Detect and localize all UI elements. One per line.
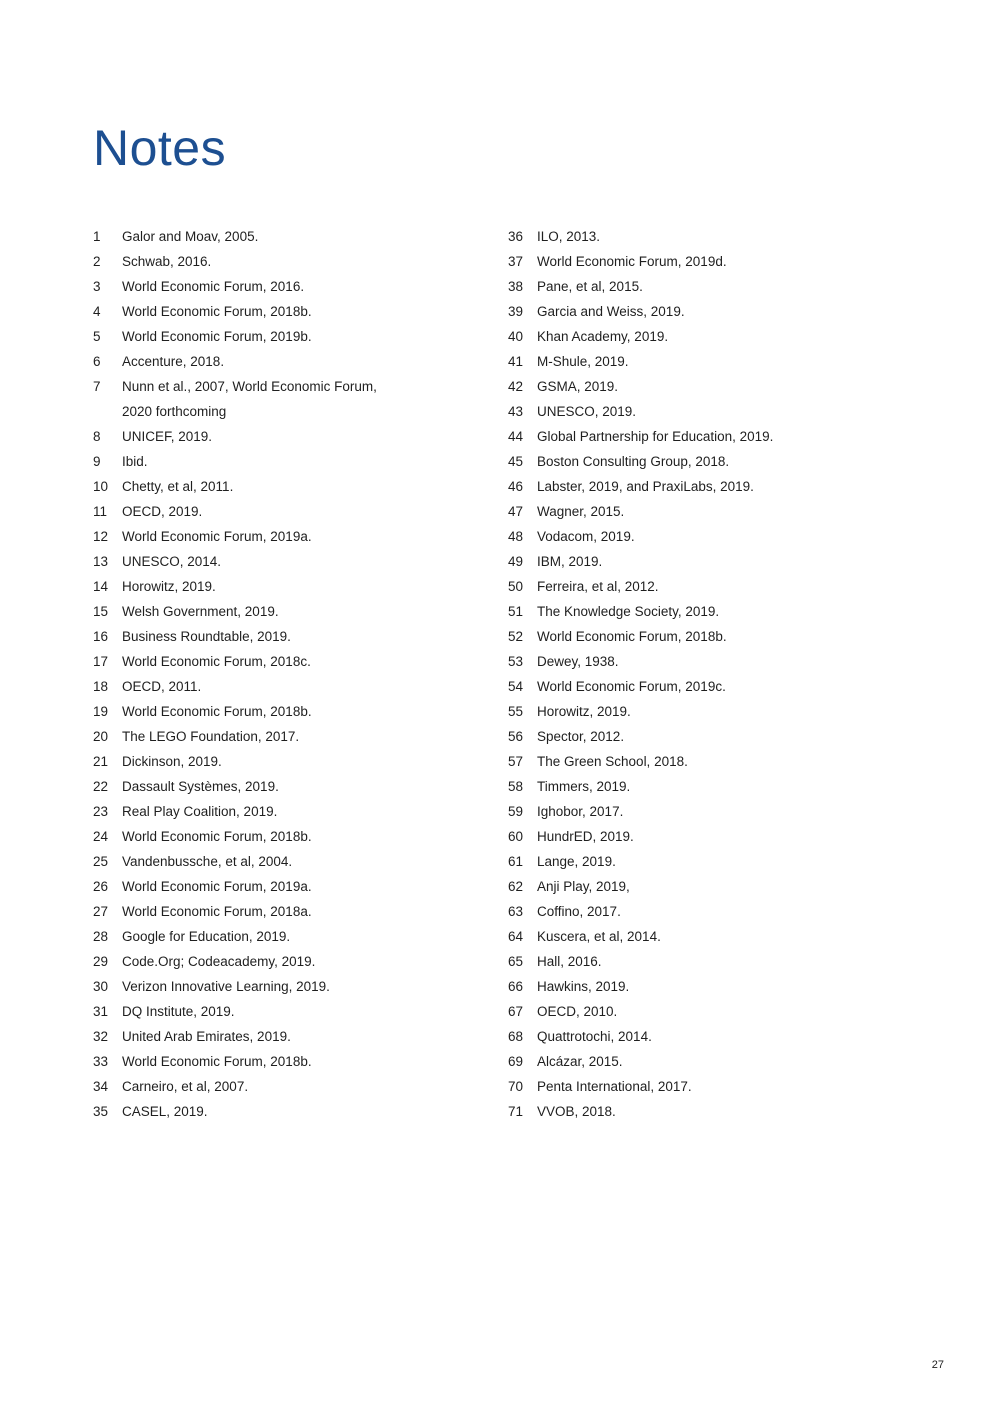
note-item — [93, 899, 493, 924]
note-number: 11 — [93, 504, 108, 519]
note-text-line: Labster, 2019, and PraxiLabs, 2019. — [537, 479, 754, 494]
note-number: 69 — [508, 1054, 524, 1069]
note-text — [537, 674, 948, 699]
note-item — [508, 1049, 948, 1074]
note-text-line: World Economic Forum, 2018a. — [122, 904, 312, 919]
note-item — [93, 374, 493, 424]
note-text — [537, 349, 948, 374]
note-text — [122, 474, 493, 499]
note-text-line: Carneiro, et al, 2007. — [122, 1079, 249, 1094]
note-text-line: Vodacom, 2019. — [537, 529, 635, 544]
note-item — [93, 249, 493, 274]
note-text — [537, 724, 948, 749]
note-number: 4 — [93, 304, 101, 319]
note-item — [508, 874, 948, 899]
note-item — [508, 1074, 948, 1099]
note-text — [122, 624, 493, 649]
note-item — [508, 324, 948, 349]
note-number: 50 — [508, 579, 524, 594]
note-text-line: Hawkins, 2019. — [537, 979, 630, 994]
note-text — [537, 574, 948, 599]
note-text-line: The Green School, 2018. — [537, 754, 688, 769]
note-text — [122, 224, 493, 249]
note-item — [93, 349, 493, 374]
note-text-line: Garcia and Weiss, 2019. — [537, 304, 685, 319]
note-text — [537, 449, 948, 474]
note-text — [537, 399, 948, 424]
note-text-line: Boston Consulting Group, 2018. — [537, 454, 730, 469]
note-text — [122, 874, 493, 899]
note-text — [122, 424, 493, 449]
note-item — [93, 599, 493, 624]
note-text-line: IBM, 2019. — [537, 554, 603, 569]
note-text — [122, 849, 493, 874]
note-text-line: World Economic Forum, 2019d. — [537, 254, 727, 269]
note-number: 7 — [93, 379, 101, 394]
note-text-line: Ighobor, 2017. — [537, 804, 624, 819]
note-number: 57 — [508, 754, 524, 769]
note-text-line: Global Partnership for Education, 2019. — [537, 429, 774, 444]
note-text — [537, 924, 948, 949]
note-number: 27 — [93, 904, 109, 919]
note-item — [93, 799, 493, 824]
note-text — [122, 249, 493, 274]
note-text-line: World Economic Forum, 2018b. — [537, 629, 727, 644]
note-text-line: DQ Institute, 2019. — [122, 1004, 235, 1019]
note-item — [508, 849, 948, 874]
note-text — [537, 699, 948, 724]
note-number: 37 — [508, 254, 524, 269]
note-text-line: Quattrotochi, 2014. — [537, 1029, 652, 1044]
note-item — [93, 424, 493, 449]
note-text-line: Kuscera, et al, 2014. — [537, 929, 661, 944]
note-number: 24 — [93, 829, 109, 844]
note-item — [508, 399, 948, 424]
note-number: 25 — [93, 854, 109, 869]
note-text-line: Vandenbussche, et al, 2004. — [122, 854, 293, 869]
note-text-line: Accenture, 2018. — [122, 354, 225, 369]
note-item — [93, 924, 493, 949]
note-text-line: CASEL, 2019. — [122, 1104, 208, 1119]
note-item — [93, 724, 493, 749]
note-text — [537, 549, 948, 574]
note-text-line: World Economic Forum, 2016. — [122, 279, 305, 294]
note-text — [122, 449, 493, 474]
note-text-line: Nunn et al., 2007, World Economic Forum, — [122, 379, 377, 394]
note-item — [508, 1099, 948, 1124]
note-item — [508, 524, 948, 549]
note-text-line: UNICEF, 2019. — [122, 429, 213, 444]
note-text — [537, 1049, 948, 1074]
note-number: 45 — [508, 454, 524, 469]
note-number: 10 — [93, 479, 109, 494]
note-number: 47 — [508, 504, 524, 519]
note-item — [508, 274, 948, 299]
note-text-line: Alcázar, 2015. — [537, 1054, 623, 1069]
note-item — [93, 1099, 493, 1124]
note-text — [122, 924, 493, 949]
note-item — [93, 649, 493, 674]
note-number: 39 — [508, 304, 524, 319]
note-text — [537, 274, 948, 299]
note-number: 65 — [508, 954, 524, 969]
note-item — [93, 874, 493, 899]
note-text-line: M-Shule, 2019. — [537, 354, 629, 369]
notes-list-left — [93, 224, 493, 1124]
note-text — [122, 724, 493, 749]
note-number: 62 — [508, 879, 524, 894]
note-number: 61 — [508, 854, 524, 869]
note-item — [508, 724, 948, 749]
note-text-line: Chetty, et al, 2011. — [122, 479, 234, 494]
note-number: 63 — [508, 904, 524, 919]
note-item — [508, 949, 948, 974]
note-text-line: World Economic Forum, 2018b. — [122, 829, 312, 844]
note-text — [537, 599, 948, 624]
note-text — [537, 624, 948, 649]
note-item — [93, 474, 493, 499]
note-number: 14 — [93, 579, 109, 594]
note-item — [508, 449, 948, 474]
note-text — [537, 949, 948, 974]
note-number: 41 — [508, 354, 524, 369]
note-number: 71 — [508, 1104, 524, 1119]
note-text — [122, 574, 493, 599]
note-text-line: United Arab Emirates, 2019. — [122, 1029, 291, 1044]
note-number: 32 — [93, 1029, 109, 1044]
note-text-line: HundrED, 2019. — [537, 829, 634, 844]
note-text — [122, 374, 493, 424]
note-number: 59 — [508, 804, 524, 819]
note-text-line: Dewey, 1938. — [537, 654, 619, 669]
note-number: 31 — [93, 1004, 109, 1019]
note-item — [93, 674, 493, 699]
note-text — [122, 299, 493, 324]
note-number: 2 — [93, 254, 101, 269]
note-text-line: The Knowledge Society, 2019. — [537, 604, 720, 619]
note-text — [122, 1099, 493, 1124]
note-number: 26 — [93, 879, 109, 894]
note-number: 18 — [93, 679, 109, 694]
note-text — [122, 649, 493, 674]
note-item — [508, 774, 948, 799]
note-number: 20 — [93, 729, 109, 744]
note-text — [122, 949, 493, 974]
note-number: 56 — [508, 729, 524, 744]
note-text — [537, 474, 948, 499]
note-number: 8 — [93, 429, 101, 444]
note-item — [508, 999, 948, 1024]
note-item — [508, 824, 948, 849]
note-text-line: Dassault Systèmes, 2019. — [122, 779, 279, 794]
note-item — [93, 824, 493, 849]
note-text-line: Horowitz, 2019. — [122, 579, 216, 594]
note-text — [122, 699, 493, 724]
page-title: Notes — [93, 120, 227, 176]
note-item — [508, 624, 948, 649]
notes-list-right — [508, 224, 948, 1124]
note-item — [93, 1024, 493, 1049]
note-number: 60 — [508, 829, 524, 844]
note-item — [93, 449, 493, 474]
page-number: 27 — [931, 1359, 944, 1371]
note-item — [508, 899, 948, 924]
note-number: 3 — [93, 279, 101, 294]
note-text-line: World Economic Forum, 2019a. — [122, 529, 312, 544]
note-text — [537, 824, 948, 849]
note-item — [93, 574, 493, 599]
note-text-line: World Economic Forum, 2018b. — [122, 704, 312, 719]
note-number: 51 — [508, 604, 524, 619]
note-text-line: World Economic Forum, 2018c. — [122, 654, 311, 669]
note-item — [508, 299, 948, 324]
note-number: 36 — [508, 229, 524, 244]
note-text-line: Penta International, 2017. — [537, 1079, 692, 1094]
note-item — [93, 549, 493, 574]
note-text-line: Real Play Coalition, 2019. — [122, 804, 278, 819]
note-number: 67 — [508, 1004, 524, 1019]
note-text-line: World Economic Forum, 2019b. — [122, 329, 312, 344]
note-text-line: World Economic Forum, 2019c. — [537, 679, 726, 694]
note-text-line: Horowitz, 2019. — [537, 704, 631, 719]
note-text — [537, 999, 948, 1024]
note-item — [93, 699, 493, 724]
note-number: 35 — [93, 1104, 109, 1119]
note-text-line: OECD, 2011. — [122, 679, 202, 694]
note-item — [508, 974, 948, 999]
note-text-line: OECD, 2010. — [537, 1004, 618, 1019]
note-text — [122, 749, 493, 774]
note-text-line: VVOB, 2018. — [537, 1104, 616, 1119]
note-text — [122, 324, 493, 349]
note-text-line: World Economic Forum, 2019a. — [122, 879, 312, 894]
note-item — [508, 424, 948, 449]
note-text-line: Hall, 2016. — [537, 954, 602, 969]
note-item — [93, 849, 493, 874]
note-text — [537, 424, 948, 449]
note-item — [508, 224, 948, 249]
note-text — [122, 599, 493, 624]
note-item — [93, 1049, 493, 1074]
note-item — [508, 699, 948, 724]
note-item — [93, 499, 493, 524]
note-item — [508, 674, 948, 699]
note-text — [537, 249, 948, 274]
note-text — [122, 974, 493, 999]
note-text-line: Spector, 2012. — [537, 729, 625, 744]
note-number: 9 — [93, 454, 101, 469]
note-item — [508, 649, 948, 674]
note-item — [508, 374, 948, 399]
note-item — [508, 749, 948, 774]
note-text-line: Code.Org; Codeacademy, 2019. — [122, 954, 316, 969]
note-text — [537, 1099, 948, 1124]
note-number: 23 — [93, 804, 109, 819]
note-text-line: Schwab, 2016. — [122, 254, 212, 269]
note-text — [537, 374, 948, 399]
note-text — [537, 299, 948, 324]
note-item — [93, 774, 493, 799]
note-text — [122, 499, 493, 524]
note-item — [508, 249, 948, 274]
note-item — [508, 574, 948, 599]
note-text — [537, 899, 948, 924]
note-text-line: World Economic Forum, 2018b. — [122, 1054, 312, 1069]
note-number: 58 — [508, 779, 524, 794]
note-number: 38 — [508, 279, 524, 294]
note-number: 28 — [93, 929, 109, 944]
note-text-line: Anji Play, 2019, — [537, 879, 630, 894]
note-item — [508, 599, 948, 624]
note-item — [93, 749, 493, 774]
note-text — [122, 824, 493, 849]
note-number: 16 — [93, 629, 109, 644]
note-item — [508, 799, 948, 824]
note-number: 68 — [508, 1029, 524, 1044]
note-text-line: World Economic Forum, 2018b. — [122, 304, 312, 319]
note-text — [122, 999, 493, 1024]
note-item — [93, 949, 493, 974]
note-number: 43 — [508, 404, 524, 419]
note-text — [122, 1024, 493, 1049]
note-number: 66 — [508, 979, 524, 994]
note-text — [537, 224, 948, 249]
note-text-line: The LEGO Foundation, 2017. — [122, 729, 300, 744]
note-number: 1 — [93, 229, 101, 244]
note-text — [122, 899, 493, 924]
note-text — [537, 974, 948, 999]
note-item — [93, 974, 493, 999]
note-number: 33 — [93, 1054, 109, 1069]
note-text-line: Google for Education, 2019. — [122, 929, 291, 944]
note-number: 42 — [508, 379, 524, 394]
note-text-line: UNESCO, 2014. — [122, 554, 222, 569]
note-item — [93, 274, 493, 299]
note-number: 30 — [93, 979, 109, 994]
note-text-line: Coffino, 2017. — [537, 904, 621, 919]
note-text — [537, 1074, 948, 1099]
note-text-line: ILO, 2013. — [537, 229, 601, 244]
note-text — [537, 799, 948, 824]
note-text-line: Business Roundtable, 2019. — [122, 629, 291, 644]
note-number: 34 — [93, 1079, 109, 1094]
note-number: 15 — [93, 604, 109, 619]
note-number: 53 — [508, 654, 524, 669]
note-text — [537, 874, 948, 899]
note-text — [537, 1024, 948, 1049]
note-number: 19 — [93, 704, 109, 719]
note-item — [93, 324, 493, 349]
note-item — [508, 499, 948, 524]
note-text — [537, 849, 948, 874]
note-text-line: Pane, et al, 2015. — [537, 279, 643, 294]
note-number: 12 — [93, 529, 109, 544]
note-text-line: Timmers, 2019. — [537, 779, 631, 794]
note-text — [122, 1049, 493, 1074]
note-item — [508, 1024, 948, 1049]
note-text — [122, 524, 493, 549]
note-text — [122, 799, 493, 824]
note-text-line: Ibid. — [122, 454, 148, 469]
note-text — [122, 549, 493, 574]
note-number: 55 — [508, 704, 524, 719]
note-text-line: Welsh Government, 2019. — [122, 604, 279, 619]
note-number: 6 — [93, 354, 101, 369]
note-number: 21 — [93, 754, 109, 769]
note-text-line: Verizon Innovative Learning, 2019. — [122, 979, 330, 994]
note-number: 22 — [93, 779, 109, 794]
note-text-line: Wagner, 2015. — [537, 504, 625, 519]
note-number: 46 — [508, 479, 524, 494]
note-text-line: Dickinson, 2019. — [122, 754, 222, 769]
note-number: 13 — [93, 554, 109, 569]
note-number: 64 — [508, 929, 524, 944]
note-text — [537, 324, 948, 349]
note-text-line: OECD, 2019. — [122, 504, 203, 519]
note-item — [93, 524, 493, 549]
note-text — [537, 749, 948, 774]
note-number: 49 — [508, 554, 524, 569]
note-text — [537, 524, 948, 549]
note-item — [508, 924, 948, 949]
note-number: 52 — [508, 629, 524, 644]
note-item — [508, 349, 948, 374]
note-item — [93, 624, 493, 649]
note-text — [537, 649, 948, 674]
note-text — [122, 274, 493, 299]
note-number: 17 — [93, 654, 109, 669]
note-number: 70 — [508, 1079, 524, 1094]
note-number: 5 — [93, 329, 101, 344]
note-text-line: Galor and Moav, 2005. — [122, 229, 259, 244]
note-text — [122, 349, 493, 374]
note-item — [508, 474, 948, 499]
note-text-line: 2020 forthcoming — [122, 404, 227, 419]
note-text — [122, 774, 493, 799]
note-text-line: GSMA, 2019. — [537, 379, 619, 394]
note-text — [537, 774, 948, 799]
note-text — [122, 1074, 493, 1099]
note-item — [93, 299, 493, 324]
note-number: 54 — [508, 679, 524, 694]
note-item — [93, 999, 493, 1024]
note-number: 29 — [93, 954, 109, 969]
note-number: 44 — [508, 429, 524, 444]
note-number: 48 — [508, 529, 524, 544]
note-text-line: Lange, 2019. — [537, 854, 616, 869]
note-item — [93, 1074, 493, 1099]
note-item — [93, 224, 493, 249]
note-text-line: UNESCO, 2019. — [537, 404, 637, 419]
note-text-line: Khan Academy, 2019. — [537, 329, 669, 344]
note-number: 40 — [508, 329, 524, 344]
note-text — [537, 499, 948, 524]
note-text-line: Ferreira, et al, 2012. — [537, 579, 659, 594]
note-item — [508, 549, 948, 574]
note-text — [122, 674, 493, 699]
